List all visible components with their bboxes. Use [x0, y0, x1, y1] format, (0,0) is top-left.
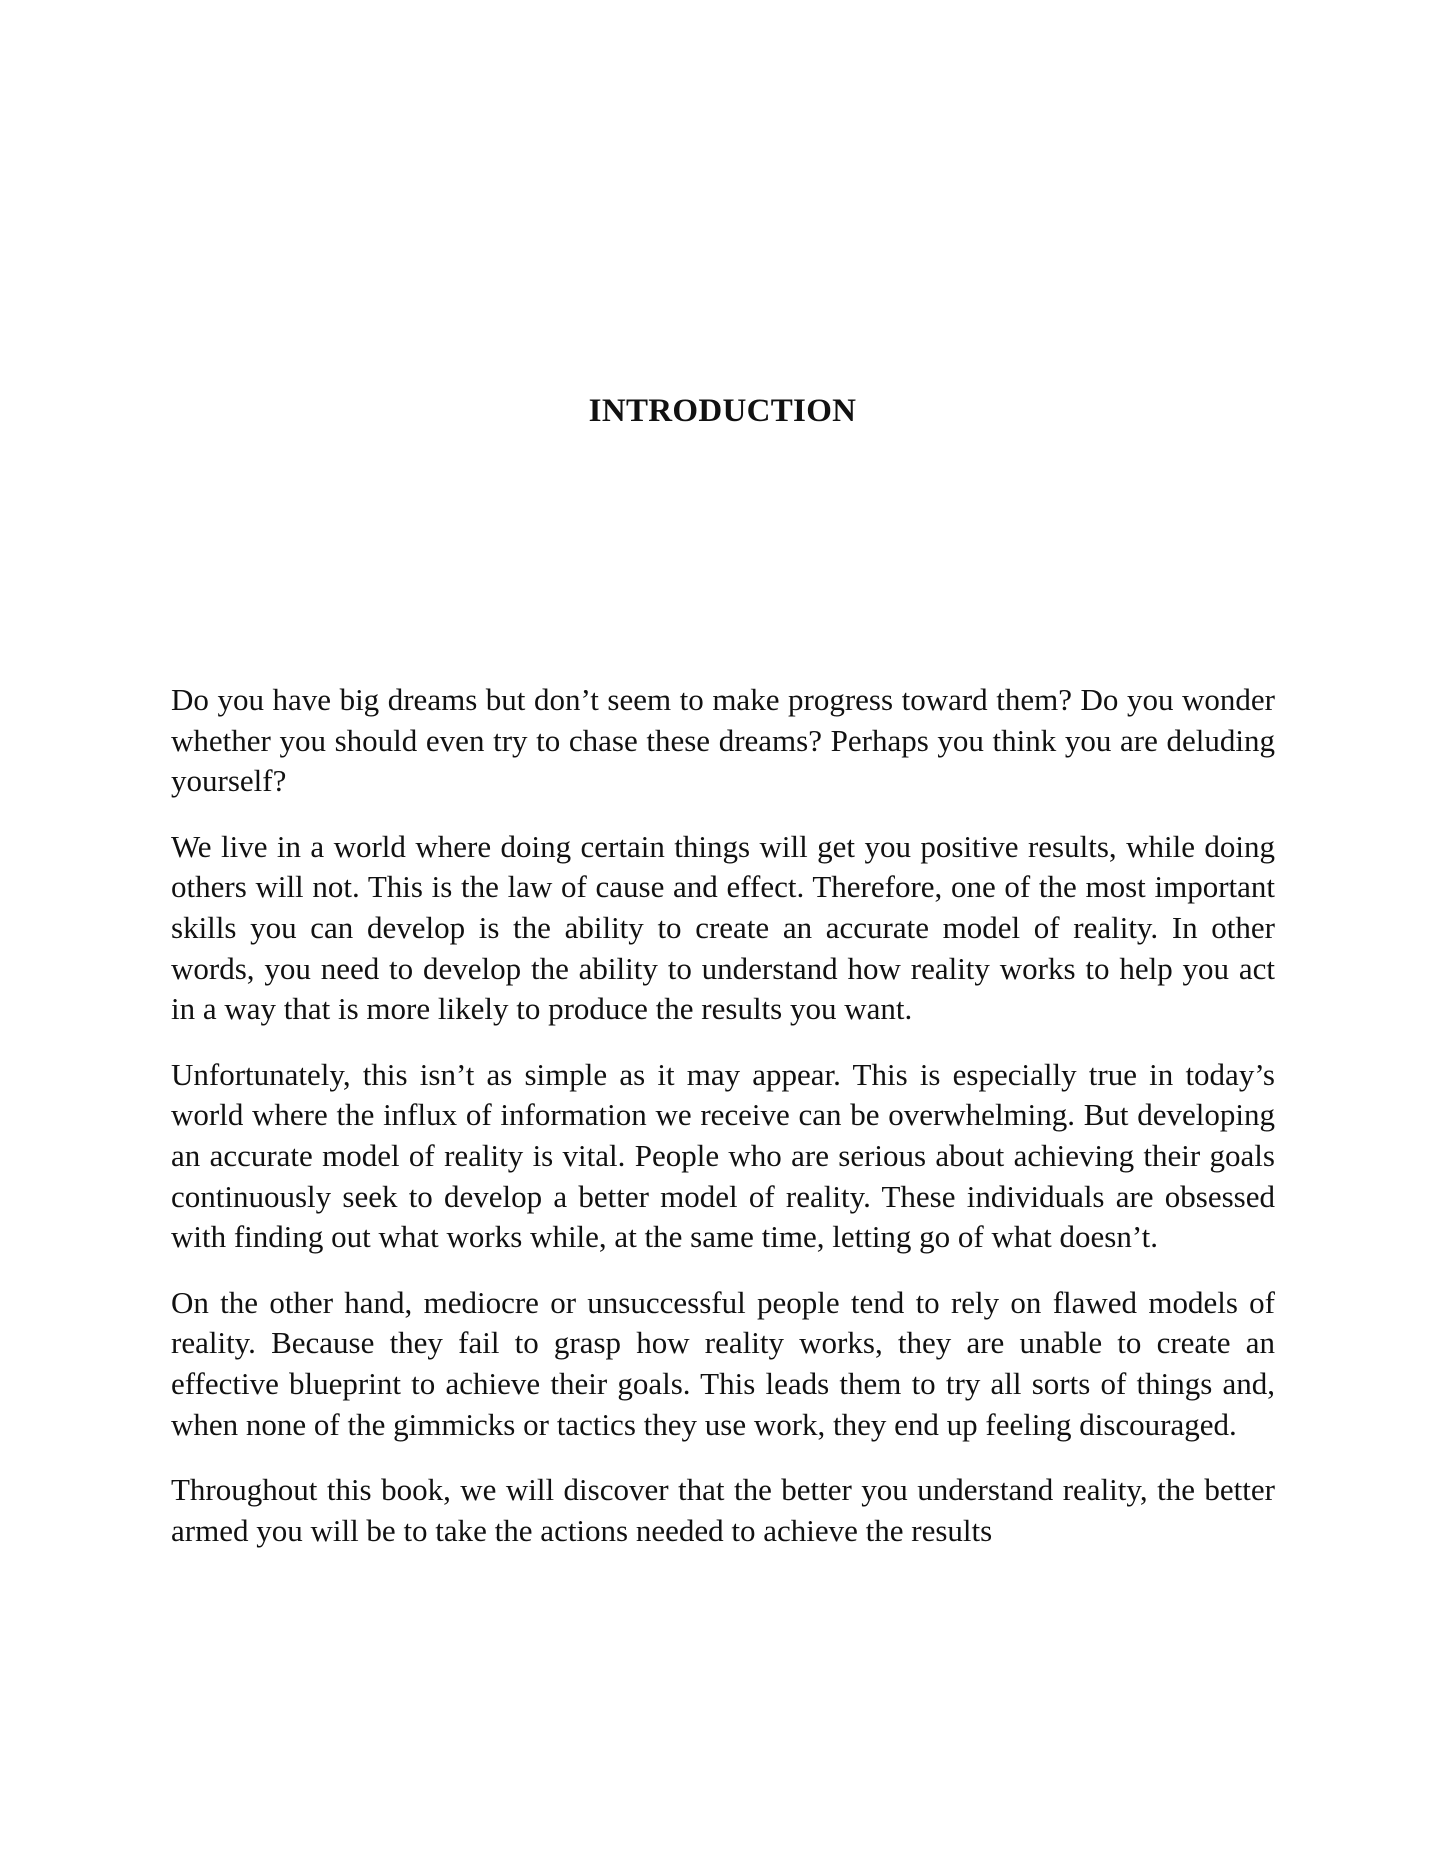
body-text — [171, 680, 1275, 1576]
paragraph-4: On the other hand, mediocre or unsuccessful people tend to rely on flawed models of reality. Because they fail to grasp how reality works, they are unable to create an effective blueprint to achieve their goals. This leads them to try all sorts of things and, when none of the gimmicks or tactics they use work, they end up feeling discouraged. — [171, 1284, 1275, 1442]
chapter-title: INTRODUCTION — [588, 393, 857, 429]
paragraph-2: We live in a world where doing certain things will get you positive results, while doing others will not. This is the law of cause and effect. Therefore, one of the most important skills you can develop is the ability to create an accurate model of reality. In other words, you need to develop the ability to understand how reality works to help you act in a way that is more likely to produce the results you want. — [171, 828, 1275, 1027]
paragraph-3: Unfortunately, this isn’t as simple as it may appear. This is especially true in today’s world where the influx of information we receive can be overwhelming. But developing an accurate model of reality is vital. People who are serious about achieving their goals continuously seek to develop a better model of reality. These individuals are obsessed with finding out what works while, at the same time, letting go of what doesn’t. — [171, 1056, 1275, 1255]
paragraph-1: Do you have big dreams but don’t seem to make progress toward them? Do you wonder whether you should even try to chase these dreams? Perhaps you think you are deluding yourself? — [171, 682, 1275, 799]
paragraph-5: Throughout this book, we will discover that the better you understand reality, the better armed you will be to take the actions needed to achieve the results — [171, 1472, 1275, 1548]
